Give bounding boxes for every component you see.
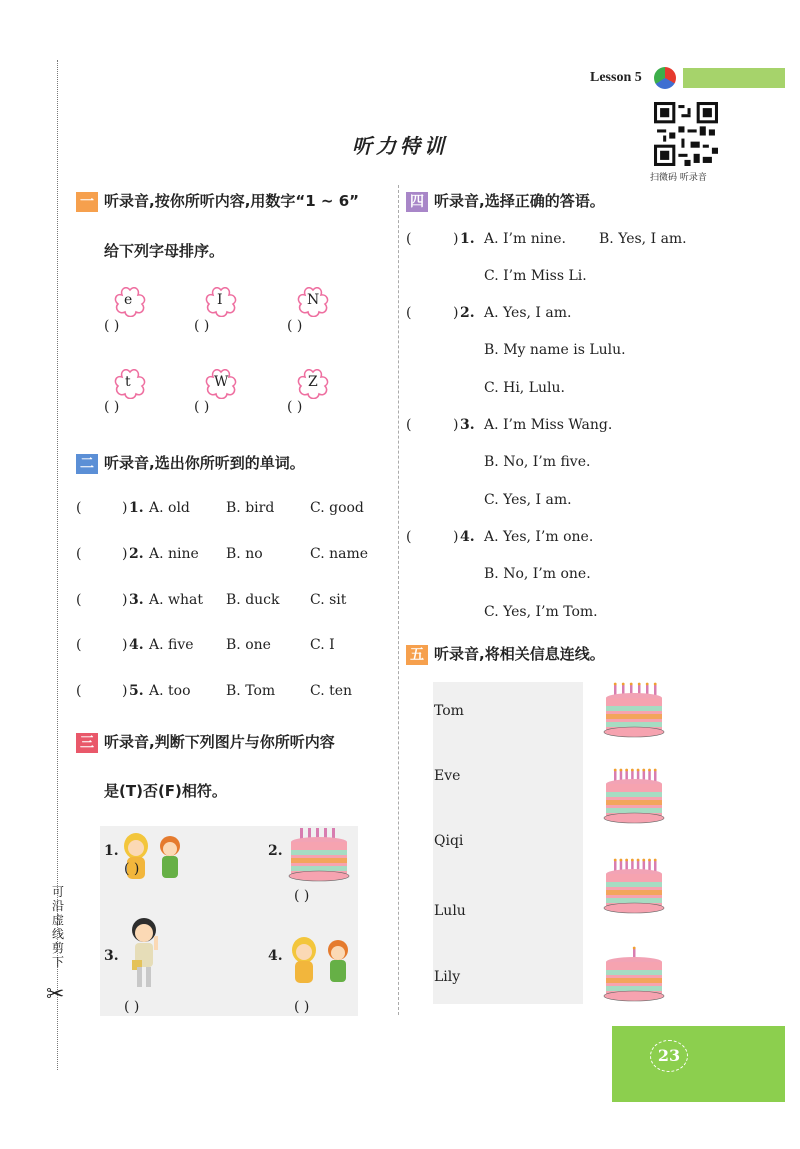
- answer-blank[interactable]: (: [406, 529, 412, 545]
- option-a[interactable]: A. too: [149, 683, 191, 699]
- column-divider: [398, 185, 399, 1015]
- letter-Z: Z: [308, 374, 318, 390]
- answer-blank[interactable]: ( ): [124, 999, 140, 1015]
- answer-blank[interactable]: (: [76, 500, 82, 516]
- question-number: 5.: [129, 683, 144, 699]
- option-c[interactable]: C. Yes, I am.: [484, 492, 572, 508]
- answer-close-paren: ): [122, 637, 128, 653]
- qr-caption: 扫微码 听录音: [650, 173, 707, 183]
- question-number: 3.: [129, 592, 144, 608]
- option-c[interactable]: C. Yes, I’m Tom.: [484, 604, 598, 620]
- option-a[interactable]: A. five: [149, 637, 194, 653]
- option-c[interactable]: C. I’m Miss Li.: [484, 268, 587, 284]
- section-5-title: 听录音,将相关信息连线。: [434, 645, 605, 663]
- name-eve[interactable]: Eve: [434, 768, 461, 784]
- option-a[interactable]: A. Yes, I’m one.: [484, 529, 594, 545]
- option-a[interactable]: A. what: [149, 592, 203, 608]
- answer-blank[interactable]: ( ): [124, 861, 140, 877]
- option-b[interactable]: B. Yes, I am.: [599, 231, 687, 247]
- page-number-panel: [612, 1026, 785, 1102]
- answer-blank[interactable]: (: [76, 683, 82, 699]
- question-number: 2.: [129, 546, 144, 562]
- question-number: 1.: [129, 500, 144, 516]
- name-lulu[interactable]: Lulu: [434, 903, 466, 919]
- section-4-title: 听录音,选择正确的答语。: [434, 192, 605, 210]
- section-1-number: 一: [76, 192, 98, 212]
- option-c[interactable]: C. good: [310, 500, 364, 516]
- answer-close-paren: ): [453, 417, 459, 433]
- answer-blank[interactable]: (: [406, 231, 412, 247]
- birthday-cake-picture: [288, 826, 350, 884]
- option-a[interactable]: A. I’m Miss Wang.: [484, 417, 613, 433]
- picture-label: 4.: [268, 948, 283, 964]
- letter-W: W: [214, 374, 229, 390]
- answer-close-paren: ): [453, 305, 459, 321]
- birthday-cake-picture[interactable]: [603, 768, 665, 826]
- letter-N: N: [307, 292, 320, 308]
- qr-code-icon[interactable]: [654, 102, 718, 166]
- question-number: 4.: [129, 637, 144, 653]
- name-lily[interactable]: Lily: [434, 969, 461, 985]
- girl-waving-picture: [124, 916, 168, 994]
- scissors-icon: ✂: [46, 982, 65, 1007]
- section-1-line2: 给下列字母排序。: [104, 242, 225, 260]
- color-ball-icon: [654, 67, 676, 89]
- section-5-heading: [406, 643, 605, 665]
- answer-blank[interactable]: ( ): [194, 318, 210, 334]
- two-kids-talking-picture: [286, 934, 358, 986]
- letter-e: e: [124, 292, 133, 308]
- section-2-title: 听录音,选出你所听到的单词。: [104, 454, 305, 472]
- section-3-line1: 听录音,判断下列图片与你所听内容: [104, 733, 335, 751]
- answer-close-paren: ): [122, 500, 128, 516]
- option-a[interactable]: A. old: [149, 500, 190, 516]
- section-1-line1: 听录音,按你所听内容,用数字“1 ~ 6”: [104, 192, 360, 210]
- answer-blank[interactable]: ( ): [294, 888, 310, 904]
- option-c[interactable]: C. ten: [310, 683, 353, 699]
- name-qiqi[interactable]: Qiqi: [434, 833, 464, 849]
- section-4-number: 四: [406, 192, 428, 212]
- answer-blank[interactable]: ( ): [104, 318, 120, 334]
- answer-close-paren: ): [453, 529, 459, 545]
- option-b[interactable]: B. duck: [226, 592, 280, 608]
- section-3-number: 三: [76, 733, 98, 753]
- lesson-label: Lesson 5: [590, 70, 642, 85]
- page-number: 23: [650, 1040, 688, 1072]
- option-a[interactable]: A. nine: [149, 546, 199, 562]
- section-2-heading: [76, 452, 305, 474]
- answer-blank[interactable]: ( ): [194, 399, 210, 415]
- option-c[interactable]: C. name: [310, 546, 369, 562]
- option-c[interactable]: C. Hi, Lulu.: [484, 380, 565, 396]
- page-title: 听力特训: [352, 134, 448, 158]
- answer-blank[interactable]: (: [76, 592, 82, 608]
- option-b[interactable]: B. no: [226, 546, 263, 562]
- section-1-heading: [76, 190, 359, 212]
- answer-blank[interactable]: (: [76, 546, 82, 562]
- picture-label: 2.: [268, 843, 283, 859]
- header-bar: [683, 68, 785, 88]
- answer-blank[interactable]: (: [406, 305, 412, 321]
- question-number: 4.: [460, 529, 475, 545]
- option-b[interactable]: B. No, I’m five.: [484, 454, 591, 470]
- answer-close-paren: ): [122, 592, 128, 608]
- answer-close-paren: ): [122, 546, 128, 562]
- section-2-number: 二: [76, 454, 98, 474]
- option-a[interactable]: A. I’m nine.: [484, 231, 566, 247]
- cut-instruction: 可沿虚线剪下: [51, 885, 64, 969]
- letter-t: t: [125, 374, 131, 390]
- option-b[interactable]: B. Tom: [226, 683, 276, 699]
- birthday-cake-picture[interactable]: [603, 858, 665, 916]
- option-b[interactable]: B. No, I’m one.: [484, 566, 591, 582]
- answer-blank[interactable]: ( ): [294, 999, 310, 1015]
- answer-blank[interactable]: (: [406, 417, 412, 433]
- name-tom[interactable]: Tom: [434, 703, 464, 719]
- option-c[interactable]: C. I: [310, 637, 335, 653]
- answer-blank[interactable]: ( ): [287, 318, 303, 334]
- answer-blank[interactable]: ( ): [104, 399, 120, 415]
- section-3-heading: [76, 731, 335, 753]
- birthday-cake-picture[interactable]: [603, 946, 665, 1004]
- answer-blank[interactable]: ( ): [287, 399, 303, 415]
- option-b[interactable]: B. bird: [226, 500, 275, 516]
- picture-label: 3.: [104, 948, 119, 964]
- answer-blank[interactable]: (: [76, 637, 82, 653]
- section-5-number: 五: [406, 645, 428, 665]
- section-4-heading: [406, 190, 605, 212]
- birthday-cake-picture[interactable]: [603, 682, 665, 740]
- option-b[interactable]: B. My name is Lulu.: [484, 342, 626, 358]
- letter-I: I: [217, 292, 223, 308]
- answer-close-paren: ): [122, 683, 128, 699]
- option-c[interactable]: C. sit: [310, 592, 347, 608]
- option-b[interactable]: B. one: [226, 637, 271, 653]
- answer-close-paren: ): [453, 231, 459, 247]
- option-a[interactable]: A. Yes, I am.: [484, 305, 572, 321]
- question-number: 2.: [460, 305, 475, 321]
- question-number: 3.: [460, 417, 475, 433]
- section-3-line2: 是(T)否(F)相符。: [104, 782, 227, 800]
- question-number: 1.: [460, 231, 475, 247]
- picture-label: 1.: [104, 843, 119, 859]
